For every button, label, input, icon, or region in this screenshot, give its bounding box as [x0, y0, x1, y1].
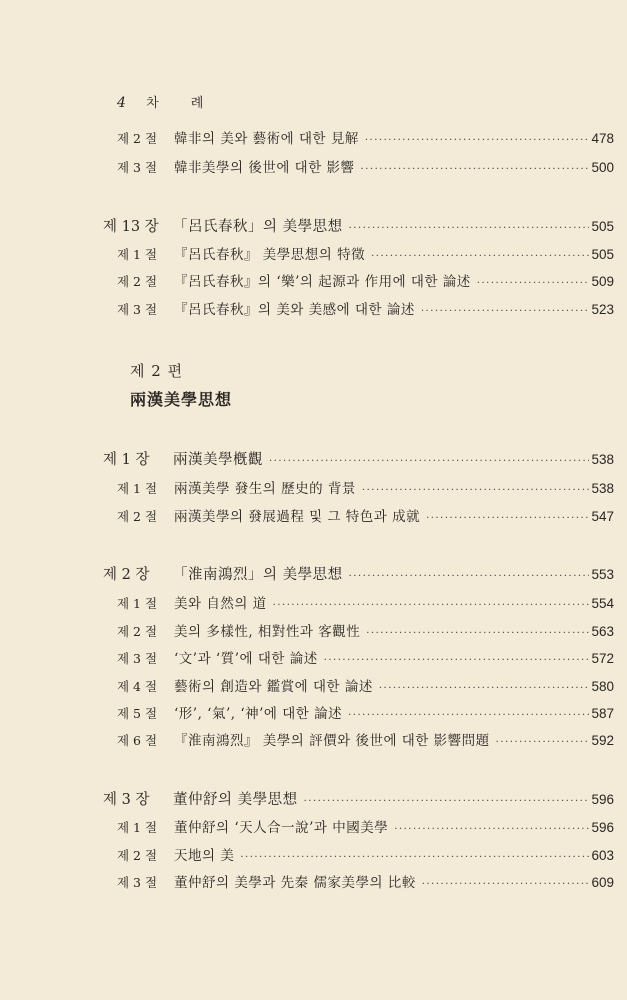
section-title: 藝術의 創造와 鑑賞에 대한 論述	[174, 679, 373, 695]
page-ref: 478	[591, 131, 614, 146]
section-title: 『淮南鴻烈』 美學의 評價와 後世에 대한 影響問題	[174, 733, 490, 749]
section-title: 韓非美學의 後世에 대한 影響	[174, 160, 355, 176]
dot-leader	[273, 600, 590, 611]
dot-leader	[304, 796, 590, 807]
section-label: 제 2 절	[117, 624, 158, 639]
section-label: 제 5 절	[117, 706, 158, 721]
page-ref: 596	[591, 792, 614, 807]
dot-leader	[426, 513, 589, 524]
page-ref: 572	[591, 651, 614, 666]
toc-section-entry[interactable]	[117, 675, 614, 695]
toc-chapter-entry[interactable]	[103, 788, 614, 809]
toc-section-entry[interactable]	[117, 844, 614, 864]
section-label: 제 3 절	[117, 651, 158, 666]
section-label: 제 2 절	[117, 274, 158, 289]
page-ref: 505	[591, 219, 614, 234]
section-label: 제 2 절	[117, 131, 158, 146]
toc-chapter-entry[interactable]	[103, 448, 614, 469]
section-label: 제 1 절	[117, 820, 158, 835]
page-number: 4	[117, 95, 127, 111]
dot-leader	[324, 655, 590, 666]
running-title: 차 례	[146, 96, 218, 111]
toc-section-entry[interactable]	[117, 127, 614, 147]
part-label: 제 2 편	[130, 362, 184, 380]
dot-leader	[422, 879, 590, 890]
part-title: 兩漢美學思想	[130, 390, 233, 409]
page-ref: 592	[591, 733, 614, 748]
page-ref: 587	[591, 706, 614, 721]
section-title: 美의 多樣性, 相對性과 客觀性	[174, 624, 361, 640]
toc-section-entry[interactable]	[117, 298, 614, 318]
section-title: 美와 自然의 道	[174, 596, 267, 612]
page-ref: 547	[591, 509, 614, 524]
section-title: ‘形’, ‘氣’, ‘神’에 대한 論述	[174, 706, 343, 722]
dot-leader	[348, 710, 589, 721]
section-label: 제 1 절	[117, 481, 158, 496]
toc-section-entry[interactable]	[117, 592, 614, 612]
section-title: 天地의 美	[174, 848, 235, 864]
dot-leader	[240, 852, 589, 863]
chapter-label: 제 13 장	[103, 219, 159, 235]
page-ref: 500	[591, 160, 614, 175]
section-label: 제 4 절	[117, 679, 158, 694]
page-ref: 538	[591, 481, 614, 496]
toc-section-entry[interactable]	[117, 477, 614, 497]
chapter-title: 董仲舒의 美學思想	[173, 792, 298, 808]
toc-section-entry[interactable]	[117, 156, 614, 176]
toc-section-entry[interactable]	[117, 270, 614, 290]
section-title: 董仲舒의 美學과 先秦 儒家美學의 比較	[174, 875, 416, 891]
chapter-title: 「呂氏春秋」의 美學思想	[173, 219, 343, 235]
section-title: 『呂氏春秋』 美學思想의 特徵	[174, 247, 366, 263]
dot-leader	[371, 251, 589, 262]
toc-chapter-entry[interactable]	[103, 563, 614, 584]
chapter-title: 兩漢美學槪觀	[173, 452, 263, 468]
toc-section-entry[interactable]	[117, 702, 614, 722]
chapter-label: 제 3 장	[103, 792, 150, 808]
toc-section-entry[interactable]	[117, 816, 614, 836]
dot-leader	[269, 456, 589, 467]
dot-leader	[361, 164, 590, 175]
section-title: 『呂氏春秋』의 ‘樂’의 起源과 作用에 대한 論述	[174, 274, 471, 290]
dot-leader	[362, 485, 590, 496]
page-ref: 509	[591, 274, 614, 289]
page-header	[117, 92, 217, 111]
chapter-title: 「淮南鴻烈」의 美學思想	[173, 567, 343, 583]
toc-section-entry[interactable]	[117, 620, 614, 640]
page-ref: 523	[591, 302, 614, 317]
section-label: 제 2 절	[117, 848, 158, 863]
section-title: 兩漢美學의 發展過程 및 그 特色과 成就	[174, 509, 421, 525]
section-title: 兩漢美學 發生의 歷史的 背景	[174, 481, 356, 497]
section-label: 제 2 절	[117, 509, 158, 524]
section-label: 제 3 절	[117, 160, 158, 175]
toc-section-entry[interactable]	[117, 505, 614, 525]
toc-section-entry[interactable]	[117, 647, 614, 667]
dot-leader	[394, 824, 589, 835]
dot-leader	[421, 306, 590, 317]
page-ref: 580	[591, 679, 614, 694]
section-label: 제 6 절	[117, 733, 158, 748]
toc-section-entry[interactable]	[117, 729, 614, 749]
page-ref: 603	[591, 848, 614, 863]
page-ref: 609	[591, 875, 614, 890]
section-label: 제 1 절	[117, 247, 158, 262]
dot-leader	[365, 135, 590, 146]
toc-chapter-entry[interactable]	[103, 215, 614, 236]
toc-section-entry[interactable]	[117, 243, 614, 263]
dot-leader	[477, 278, 590, 289]
chapter-label: 제 2 장	[103, 567, 150, 583]
toc-section-entry[interactable]	[117, 871, 614, 891]
section-title: ‘文’과 ‘質’에 대한 論述	[174, 651, 318, 667]
page-ref: 553	[591, 567, 614, 582]
section-title: 董仲舒의 ‘天人合一說’과 中國美學	[174, 820, 389, 836]
section-label: 제 1 절	[117, 596, 158, 611]
section-label: 제 3 절	[117, 302, 158, 317]
dot-leader	[366, 628, 589, 639]
page-ref: 563	[591, 624, 614, 639]
page-ref: 554	[591, 596, 614, 611]
page-ref: 505	[591, 247, 614, 262]
dot-leader	[379, 683, 590, 694]
page-ref: 538	[591, 452, 614, 467]
section-title: 韓非의 美와 藝術에 대한 見解	[174, 131, 359, 147]
dot-leader	[349, 571, 590, 582]
section-title: 『呂氏春秋』의 美와 美感에 대한 論述	[174, 302, 415, 318]
page-ref: 596	[591, 820, 614, 835]
dot-leader	[349, 223, 590, 234]
chapter-label: 제 1 장	[103, 452, 150, 468]
section-label: 제 3 절	[117, 875, 158, 890]
dot-leader	[496, 737, 590, 748]
